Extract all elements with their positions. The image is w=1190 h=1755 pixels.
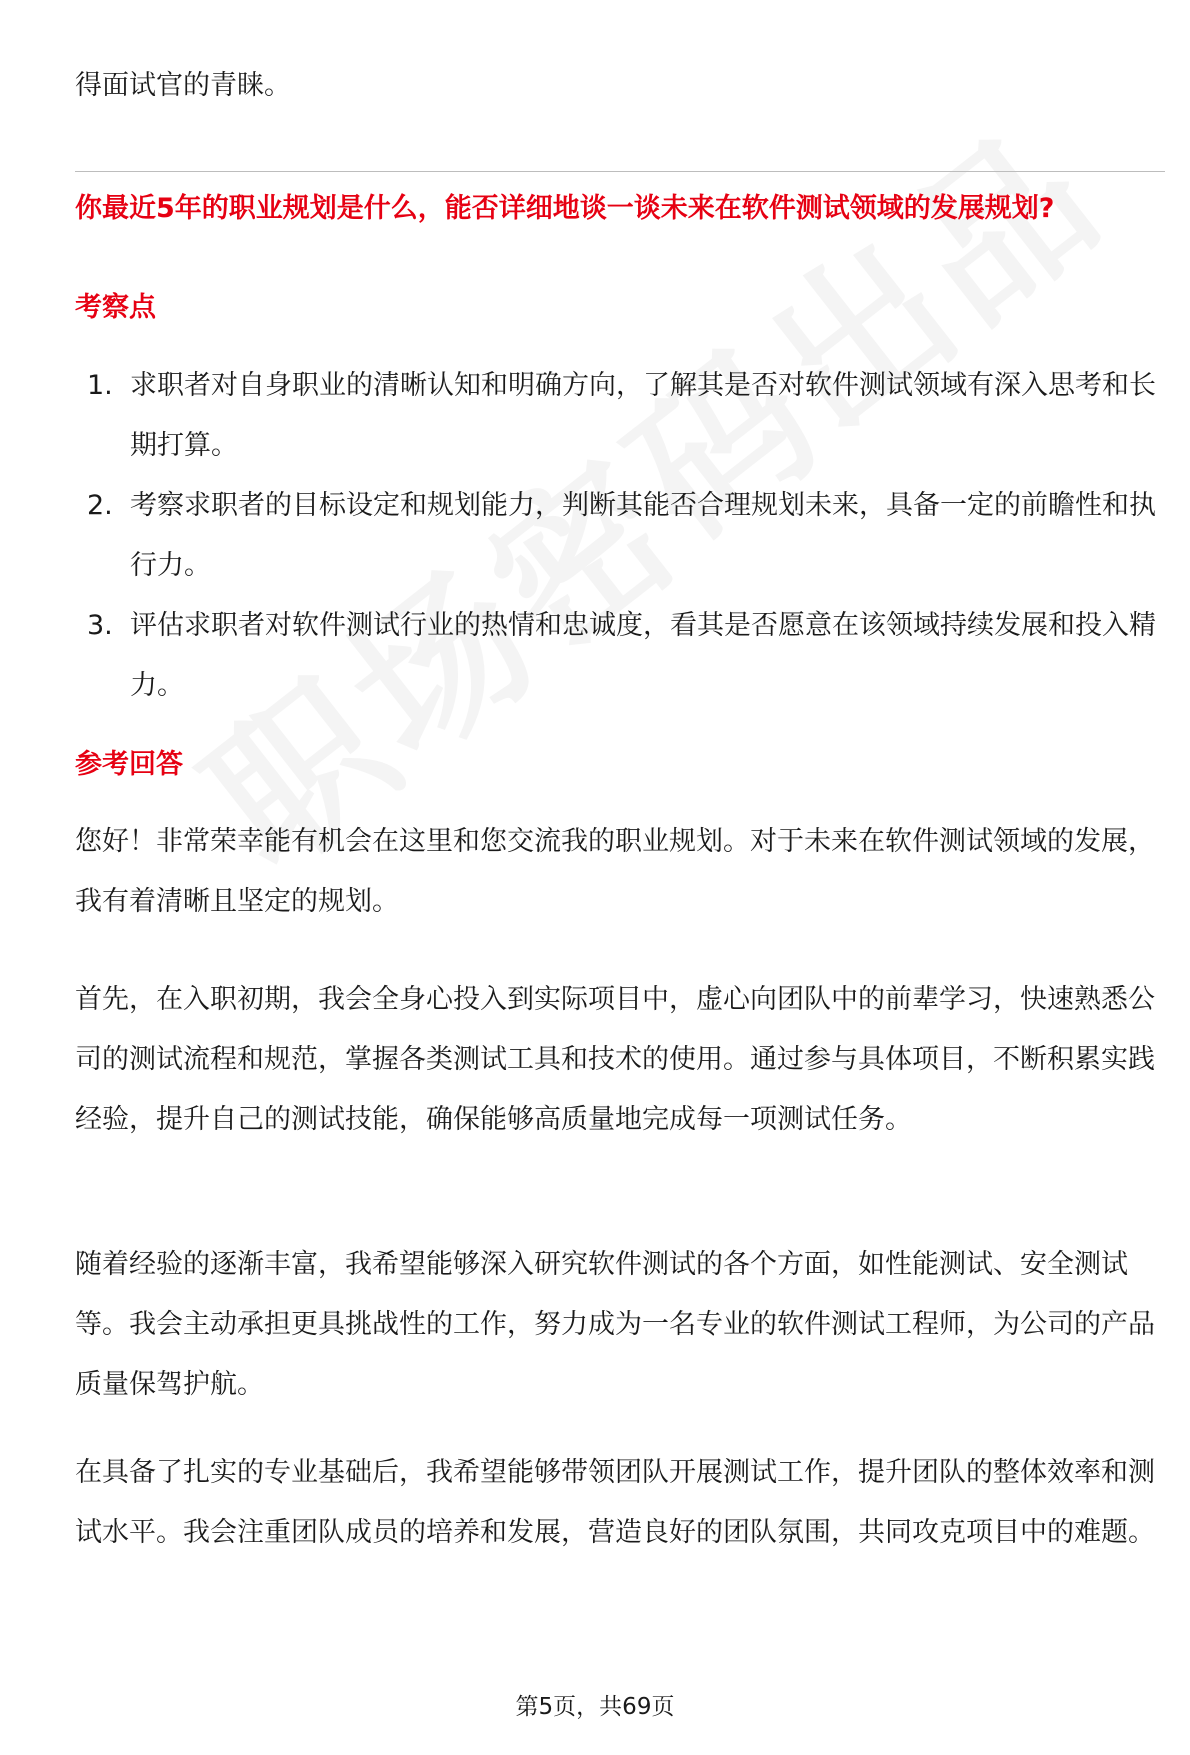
list-item [75, 596, 1165, 716]
points-list [75, 356, 1165, 716]
answer-paragraph: 随着经验的逐渐丰富，我希望能够深入研究软件测试的各个方面，如性能测试、安全测试等。我会主动承担更具挑战性的工作，努力成为一名专业的软件测试工程师，为公司的产品质量保驾护航。 [75, 1249, 1155, 1400]
points-section-title: 考察点 [75, 292, 156, 323]
answer-section-title: 参考回答 [75, 749, 183, 780]
list-item-number: 1. [87, 370, 113, 401]
list-item-text: 评估求职者对软件测试行业的热情和忠诚度，看其是否愿意在该领域持续发展和投入精力。 [130, 610, 1156, 701]
answer-paragraph: 在具备了扎实的专业基础后，我希望能够带领团队开展测试工作，提升团队的整体效率和测试水平。我会注重团队成员的培养和发展，营造良好的团队氛围，共同攻克项目中的难题。 [75, 1457, 1155, 1548]
page-footer: 第5页，共69页 [515, 1694, 675, 1720]
list-item-text: 求职者对自身职业的清晰认知和明确方向，了解其是否对软件测试领域有深入思考和长期打算。 [130, 370, 1156, 461]
divider [75, 171, 1165, 172]
list-item-number: 2. [87, 490, 113, 521]
answer-paragraph: 您好！非常荣幸能有机会在这里和您交流我的职业规划。对于未来在软件测试领域的发展，我有着清晰且坚定的规划。 [75, 826, 1155, 917]
lead-text: 得面试官的青睐。 [75, 70, 291, 101]
list-item [75, 356, 1165, 476]
list-item-number: 3. [87, 610, 113, 641]
list-item [75, 476, 1165, 596]
list-item-text: 考察求职者的目标设定和规划能力，判断其能否合理规划未来，具备一定的前瞻性和执行力。 [130, 490, 1156, 581]
answer-paragraph: 首先，在入职初期，我会全身心投入到实际项目中，虚心向团队中的前辈学习，快速熟悉公司的测试流程和规范，掌握各类测试工具和技术的使用。通过参与具体项目，不断积累实践经验，提升自己的测试技能，确保能够高质量地完成每一项测试任务。 [75, 984, 1155, 1135]
question-heading: 你最近5年的职业规划是什么，能否详细地谈一谈未来在软件测试领域的发展规划? [75, 193, 1055, 224]
